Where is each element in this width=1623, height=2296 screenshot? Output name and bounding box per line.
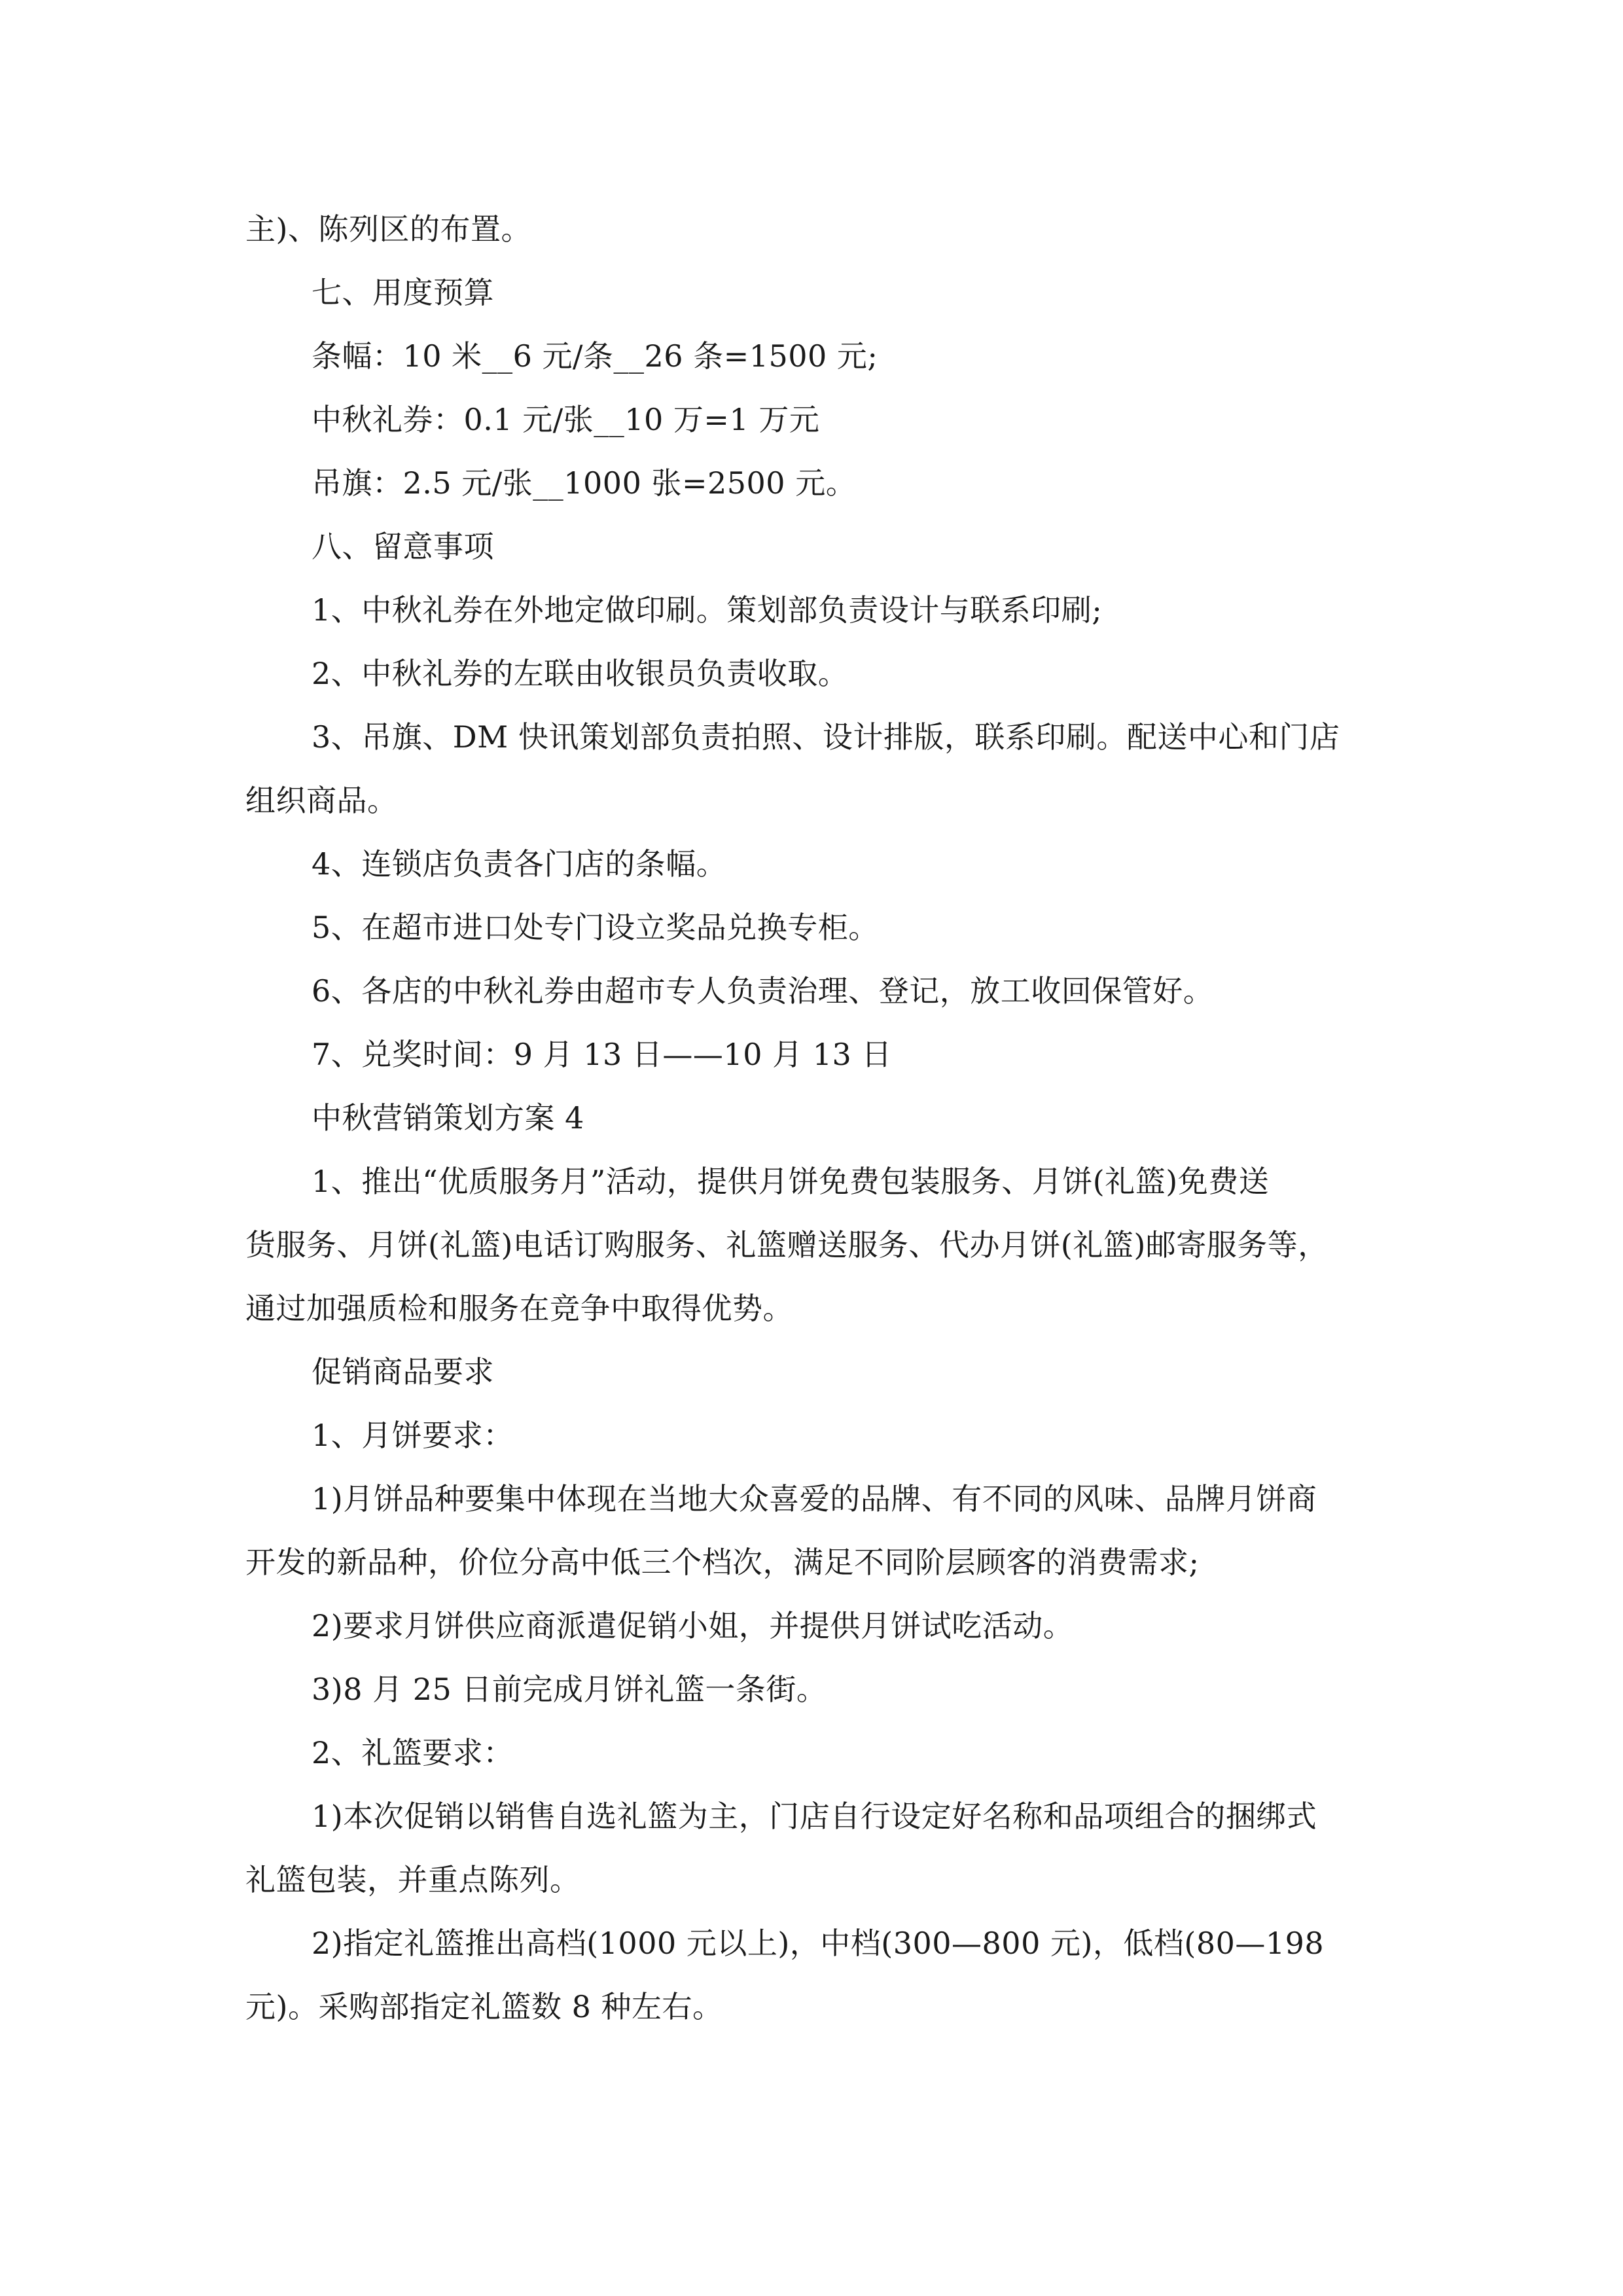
section-heading: 中秋营销策划方案 4 (312, 1100, 584, 1136)
section-heading: 促销商品要求 (312, 1354, 494, 1390)
text-line: 通过加强质检和服务在竞争中取得优势。 (245, 1291, 793, 1326)
text-line: 2)要求月饼供应商派遣促销小姐，并提供月饼试吃活动。 (312, 1608, 1074, 1643)
text-line: 主)、陈列区的布置。 (245, 211, 531, 247)
text-line: 3、吊旗、DM 快讯策划部负责拍照、设计排版，联系印刷。配送中心和门店 (312, 719, 1340, 755)
section-heading: 七、用度预算 (312, 275, 494, 310)
text-line: 中秋礼券：0.1 元/张__10 万=1 万元 (312, 402, 820, 437)
text-line: 元)。采购部指定礼篮数 8 种左右。 (245, 1989, 723, 2024)
text-line: 1、中秋礼券在外地定做印刷。策划部负责设计与联系印刷; (312, 592, 1103, 628)
text-line: 条幅：10 米__6 元/条__26 条=1500 元; (312, 338, 878, 374)
text-line: 2)指定礼篮推出高档(1000 元以上)，中档(300—800 元)，低档(80—198 (312, 1926, 1325, 1961)
text-line: 5、在超市进口处专门设立奖品兑换专柜。 (312, 910, 879, 945)
text-line: 3)8 月 25 日前完成月饼礼篮一条街。 (312, 1672, 827, 1707)
text-line: 1、月饼要求： (312, 1418, 514, 1453)
text-line: 1)月饼品种要集中体现在当地大众喜爱的品牌、有不同的风味、品牌月饼商 (312, 1481, 1317, 1516)
text-line: 2、中秋礼券的左联由收银员负责收取。 (312, 656, 849, 691)
text-line: 2、礼篮要求： (312, 1735, 514, 1770)
text-line: 吊旗：2.5 元/张__1000 张=2500 元。 (312, 465, 857, 501)
text-line: 1)本次促销以销售自选礼篮为主，门店自行设定好名称和品项组合的捆绑式 (312, 1799, 1317, 1834)
section-heading: 八、留意事项 (312, 529, 494, 564)
text-line: 组织商品。 (245, 783, 398, 818)
text-line: 6、各店的中秋礼券由超市专人负责治理、登记，放工收回保管好。 (312, 973, 1214, 1009)
text-line: 7、兑奖时间：9 月 13 日——10 月 13 日 (312, 1037, 892, 1072)
text-line: 1、推出“优质服务月”活动，提供月饼免费包装服务、月饼(礼篮)免费送 (312, 1164, 1270, 1199)
text-line: 礼篮包装，并重点陈列。 (245, 1862, 580, 1897)
text-line: 4、连锁店负责各门店的条幅。 (312, 846, 727, 882)
text-line: 开发的新品种，价位分高中低三个档次，满足不同阶层顾客的消费需求; (245, 1545, 1200, 1580)
text-line: 货服务、月饼(礼篮)电话订购服务、礼篮赠送服务、代办月饼(礼篮)邮寄服务等， (245, 1227, 1329, 1263)
